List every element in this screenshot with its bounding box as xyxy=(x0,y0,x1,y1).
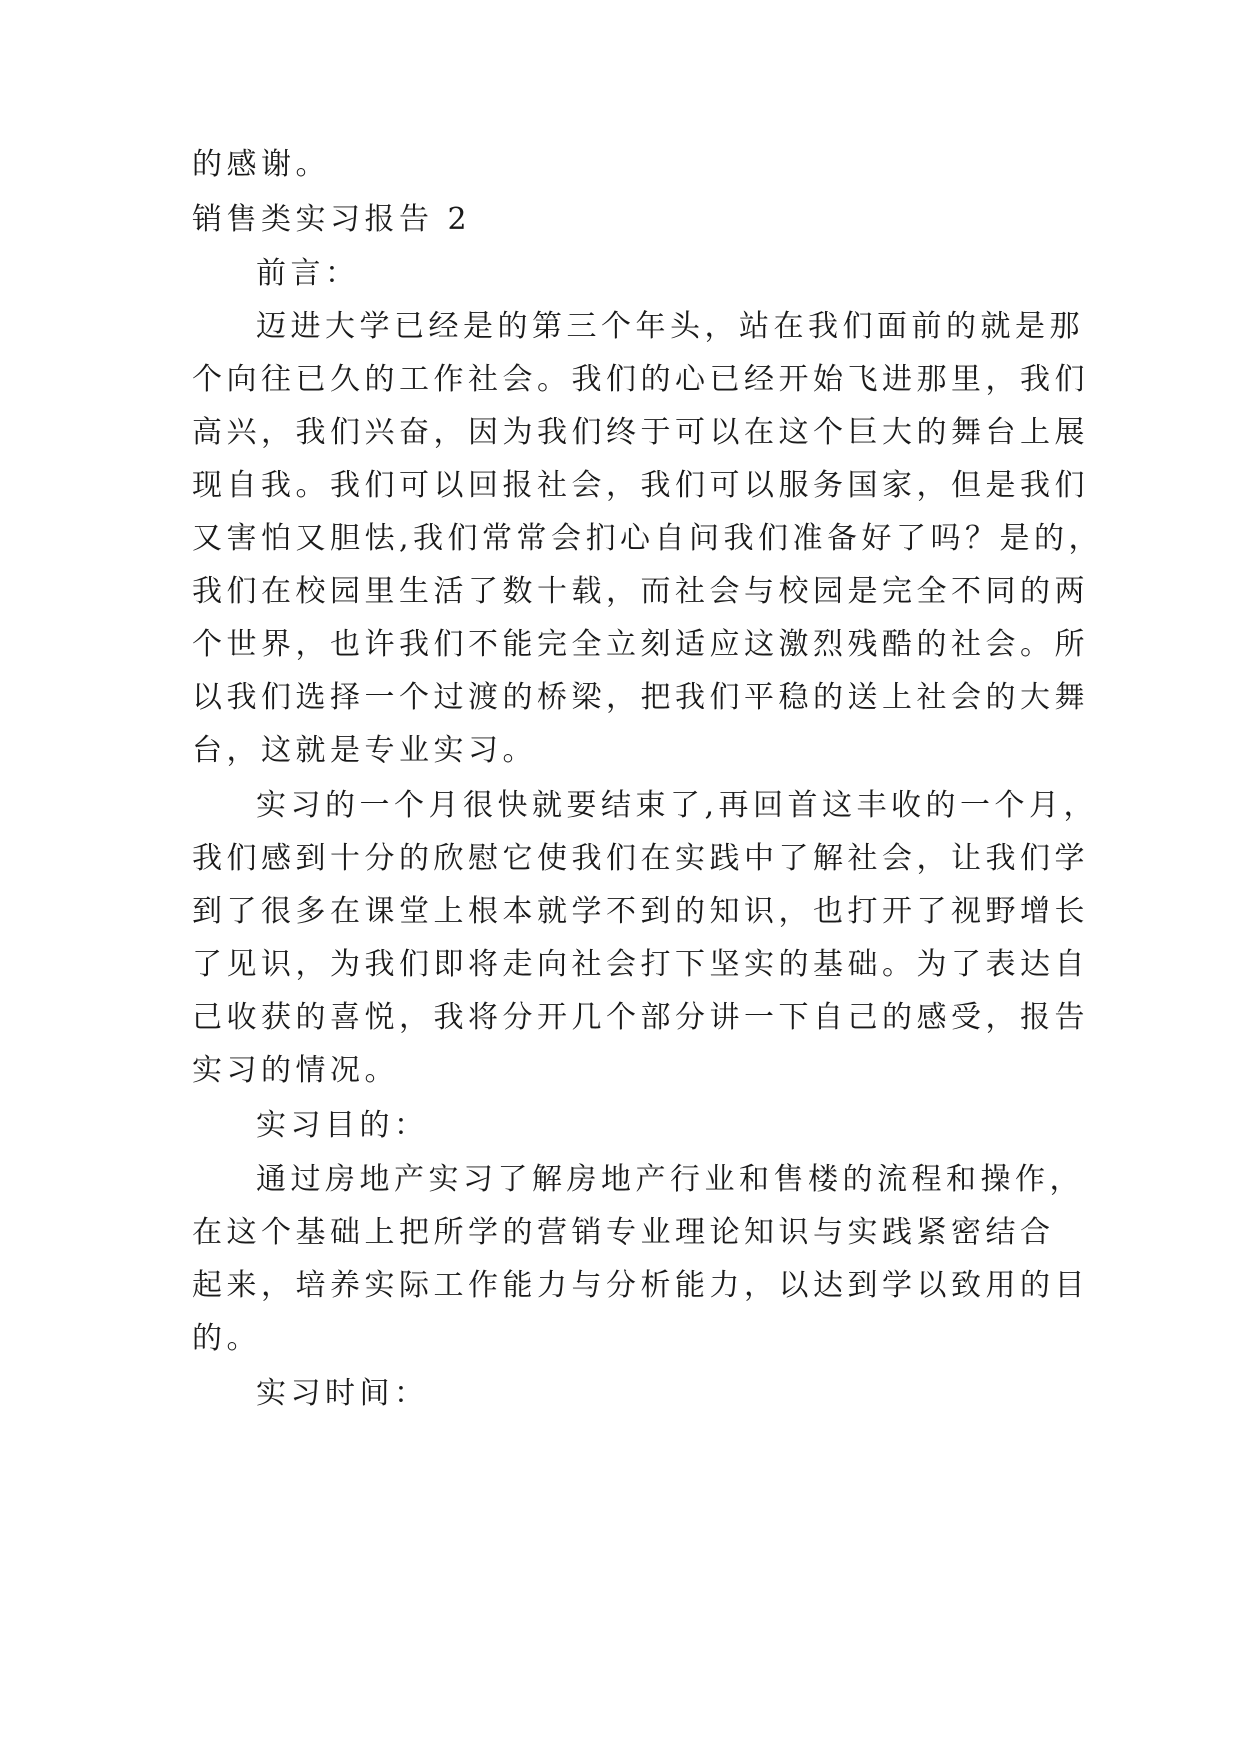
paragraph-line: 个世界，也许我们不能完全立刻适应这激烈残酷的社会。所 xyxy=(192,627,1089,662)
paragraph-line: 个向往已久的工作社会。我们的心已经开始飞进那里，我们 xyxy=(192,362,1089,397)
paragraph-line: 高兴，我们兴奋，因为我们终于可以在这个巨大的舞台上展 xyxy=(192,415,1089,450)
paragraph-line: 又害怕又胆怯,我们常常会扪心自问我们准备好了吗？是的， xyxy=(192,521,1104,556)
paragraph-line: 实习的一个月很快就要结束了,再回首这丰收的一个月， xyxy=(256,788,1099,823)
paragraph-line: 起来，培养实际工作能力与分析能力，以达到学以致用的目 xyxy=(192,1268,1089,1303)
paragraph-line: 的。 xyxy=(192,1321,261,1356)
paragraph-line: 了见识，为我们即将走向社会打下坚实的基础。为了表达自 xyxy=(192,947,1089,982)
subheading-time: 实习时间： xyxy=(256,1376,429,1411)
subheading-preface: 前言： xyxy=(256,256,360,291)
text-line: 的感谢。 xyxy=(192,147,330,182)
paragraph-line: 台，这就是专业实习。 xyxy=(192,733,537,768)
paragraph-line: 到了很多在课堂上根本就学不到的知识，也打开了视野增长 xyxy=(192,894,1089,929)
paragraph-line: 实习的情况。 xyxy=(192,1053,399,1088)
paragraph-line: 现自我。我们可以回报社会，我们可以服务国家，但是我们 xyxy=(192,468,1089,503)
paragraph-line: 我们感到十分的欣慰它使我们在实践中了解社会，让我们学 xyxy=(192,841,1089,876)
paragraph-line: 在这个基础上把所学的营销专业理论知识与实践紧密结合 xyxy=(192,1215,1055,1250)
paragraph-line: 通过房地产实习了解房地产行业和售楼的流程和操作， xyxy=(256,1162,1084,1197)
subheading-purpose: 实习目的： xyxy=(256,1108,429,1143)
paragraph-line: 以我们选择一个过渡的桥梁，把我们平稳的送上社会的大舞 xyxy=(192,680,1089,715)
paragraph-line: 我们在校园里生活了数十载，而社会与校园是完全不同的两 xyxy=(192,574,1089,609)
paragraph-line: 己收获的喜悦，我将分开几个部分讲一下自己的感受，报告 xyxy=(192,1000,1089,1035)
paragraph-line: 迈进大学已经是的第三个年头，站在我们面前的就是那 xyxy=(256,309,1084,344)
section-heading: 销售类实习报告 2 xyxy=(192,202,472,237)
